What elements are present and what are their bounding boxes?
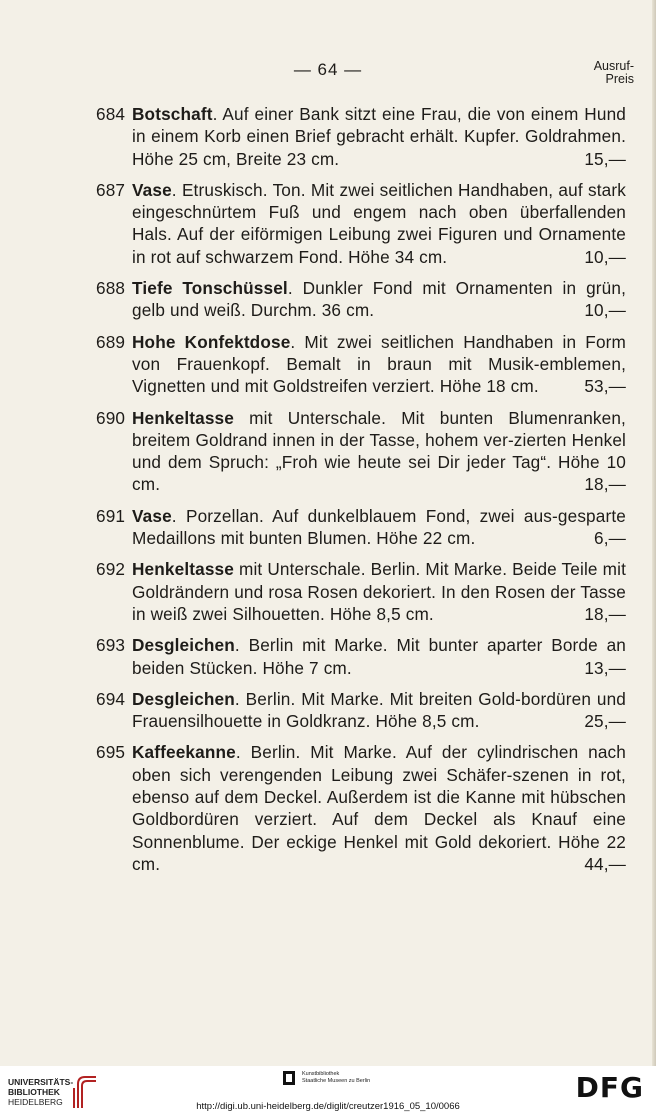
museum-name-line2: Staatliche Museen zu Berlin bbox=[302, 1078, 371, 1084]
catalog-entry bbox=[96, 179, 626, 268]
source-url[interactable]: http://digi.ub.uni-heidelberg.de/diglit/creutzer1916_05_10/0066 bbox=[196, 1101, 460, 1112]
lot-price: 15,— bbox=[584, 148, 626, 169]
museum-emblem-icon bbox=[282, 1070, 296, 1086]
museum-name-line1: Kunstbibliothek bbox=[302, 1071, 340, 1077]
library-name-line2: BIBLIOTHEK bbox=[8, 1087, 60, 1097]
lot-title: Hohe Konfektdose bbox=[132, 331, 291, 352]
lot-price: 10,— bbox=[584, 300, 626, 321]
catalog-entry bbox=[96, 634, 626, 679]
price-column-heading bbox=[574, 60, 634, 86]
catalog-entries bbox=[96, 103, 626, 875]
lot-price: 18,— bbox=[584, 474, 626, 495]
lot-title: Desgleichen bbox=[132, 635, 235, 656]
catalog-entry bbox=[96, 741, 626, 875]
catalog-entry bbox=[96, 505, 626, 550]
lot-number: 687 bbox=[96, 179, 126, 200]
lot-title: Desgleichen bbox=[132, 688, 235, 709]
lot-description: . Berlin. Mit Marke. Mit breiten Gold-bordüren und Frauensilhouette in Goldkranz. Höhe 8,5 cm. bbox=[132, 688, 626, 732]
lot-price: 6,— bbox=[594, 528, 626, 549]
catalog-entry bbox=[96, 407, 626, 496]
lot-price: 25,— bbox=[584, 711, 626, 732]
lot-title: Botschaft bbox=[132, 104, 213, 124]
lot-price: 10,— bbox=[584, 246, 626, 267]
dfg-logo[interactable]: DFG bbox=[575, 1071, 644, 1104]
lot-description: mit Unterschale. Berlin. Mit Marke. Beide Teile mit Goldrändern und rosa Rosen dekoriert. In den Rosen der Tasse in weiß zwei Silhouetten. Höhe 8,5 cm. bbox=[132, 559, 626, 624]
library-name-line1: UNIVERSITÄTS- bbox=[8, 1077, 74, 1087]
lot-title: Tiefe Tonschüssel bbox=[132, 278, 288, 299]
catalog-entry bbox=[96, 103, 626, 170]
lot-number: 695 bbox=[96, 742, 126, 763]
lot-description: . Auf einer Bank sitzt eine Frau, die von einem Hund in einem Korb einen Brief gebracht erhält. Kupfer. Goldrahmen. Höhe 25 cm, Breite 23 cm. bbox=[132, 104, 626, 169]
kunstbibliothek-logo[interactable] bbox=[282, 1070, 412, 1100]
lot-title: Vase bbox=[132, 505, 172, 526]
price-heading-line1: Ausruf- bbox=[593, 59, 634, 73]
lot-description: mit Unterschale. Mit bunten Blumenranken, breitem Goldrand innen in der Tasse, hohem ver-zierten Henkel und dem Spruch: „Froh wie heute sei Dir jeder Tag“. Höhe 10 cm. bbox=[132, 407, 626, 495]
lot-number: 690 bbox=[96, 407, 126, 428]
lot-description: . Berlin mit Marke. Mit bunter aparter Borde an beiden Stücken. Höhe 7 cm. bbox=[132, 635, 626, 678]
catalog-entry bbox=[96, 277, 626, 322]
lot-title: Henkeltasse bbox=[132, 407, 234, 428]
lot-number: 684 bbox=[96, 104, 126, 124]
lot-title: Vase bbox=[132, 179, 172, 200]
catalog-entry bbox=[96, 558, 626, 625]
lot-price: 53,— bbox=[584, 376, 626, 397]
lot-price: 44,— bbox=[584, 853, 626, 874]
lot-number: 692 bbox=[96, 559, 126, 580]
lot-price: 18,— bbox=[584, 603, 626, 624]
catalog-entry bbox=[96, 688, 626, 733]
catalog-entry bbox=[96, 331, 626, 398]
lot-price: 13,— bbox=[584, 657, 626, 678]
page-edge bbox=[652, 0, 656, 1066]
lot-title: Henkeltasse bbox=[132, 559, 234, 580]
lot-number: 693 bbox=[96, 635, 126, 656]
lot-description: . Dunkler Fond mit Ornamenten in grün, gelb und weiß. Durchm. 36 cm. bbox=[132, 278, 626, 321]
price-heading-line2: Preis bbox=[605, 72, 634, 86]
lot-description: . Mit zwei seitlichen Handhaben in Form von Frauenkopf. Bemalt in braun mit Musik-emblemen, Vignetten und mit Goldstreifen verziert. Höhe 18 cm. bbox=[132, 331, 626, 397]
viewer-footer bbox=[0, 1066, 656, 1115]
lot-number: 688 bbox=[96, 278, 126, 299]
lot-number: 689 bbox=[96, 331, 126, 352]
lot-description: . Berlin. Mit Marke. Auf der cylindrischen nach oben sich verengenden Leibung zwei Schäfer-szenen in rot, ebenso auf dem Deckel. Außerdem ist die Kanne mit hübschen Goldbordüren verziert. Auf dem Deckel als Knauf eine Sonnenblume. Der eckige Henkel mit Gold dekoriert. Höhe 22 cm. bbox=[132, 742, 626, 874]
library-name-line3: HEIDELBERG bbox=[8, 1097, 63, 1107]
page-number: — 64 — bbox=[293, 60, 363, 79]
lot-title: Kaffeekanne bbox=[132, 742, 236, 763]
lot-number: 694 bbox=[96, 688, 126, 709]
lot-description: . Etruskisch. Ton. Mit zwei seitlichen Handhaben, auf stark eingeschnürtem Fuß und engem nach oben überfallenden Hals. Auf der eiförmigen Leibung zwei Figuren und Ornamente in rot auf schwarzem Fond. Höhe 34 cm. bbox=[132, 179, 626, 267]
lot-number: 691 bbox=[96, 505, 126, 526]
lot-description: . Porzellan. Auf dunkelblauem Fond, zwei aus-gesparte Medaillons mit bunten Blumen. Höhe 22 cm. bbox=[132, 505, 626, 549]
